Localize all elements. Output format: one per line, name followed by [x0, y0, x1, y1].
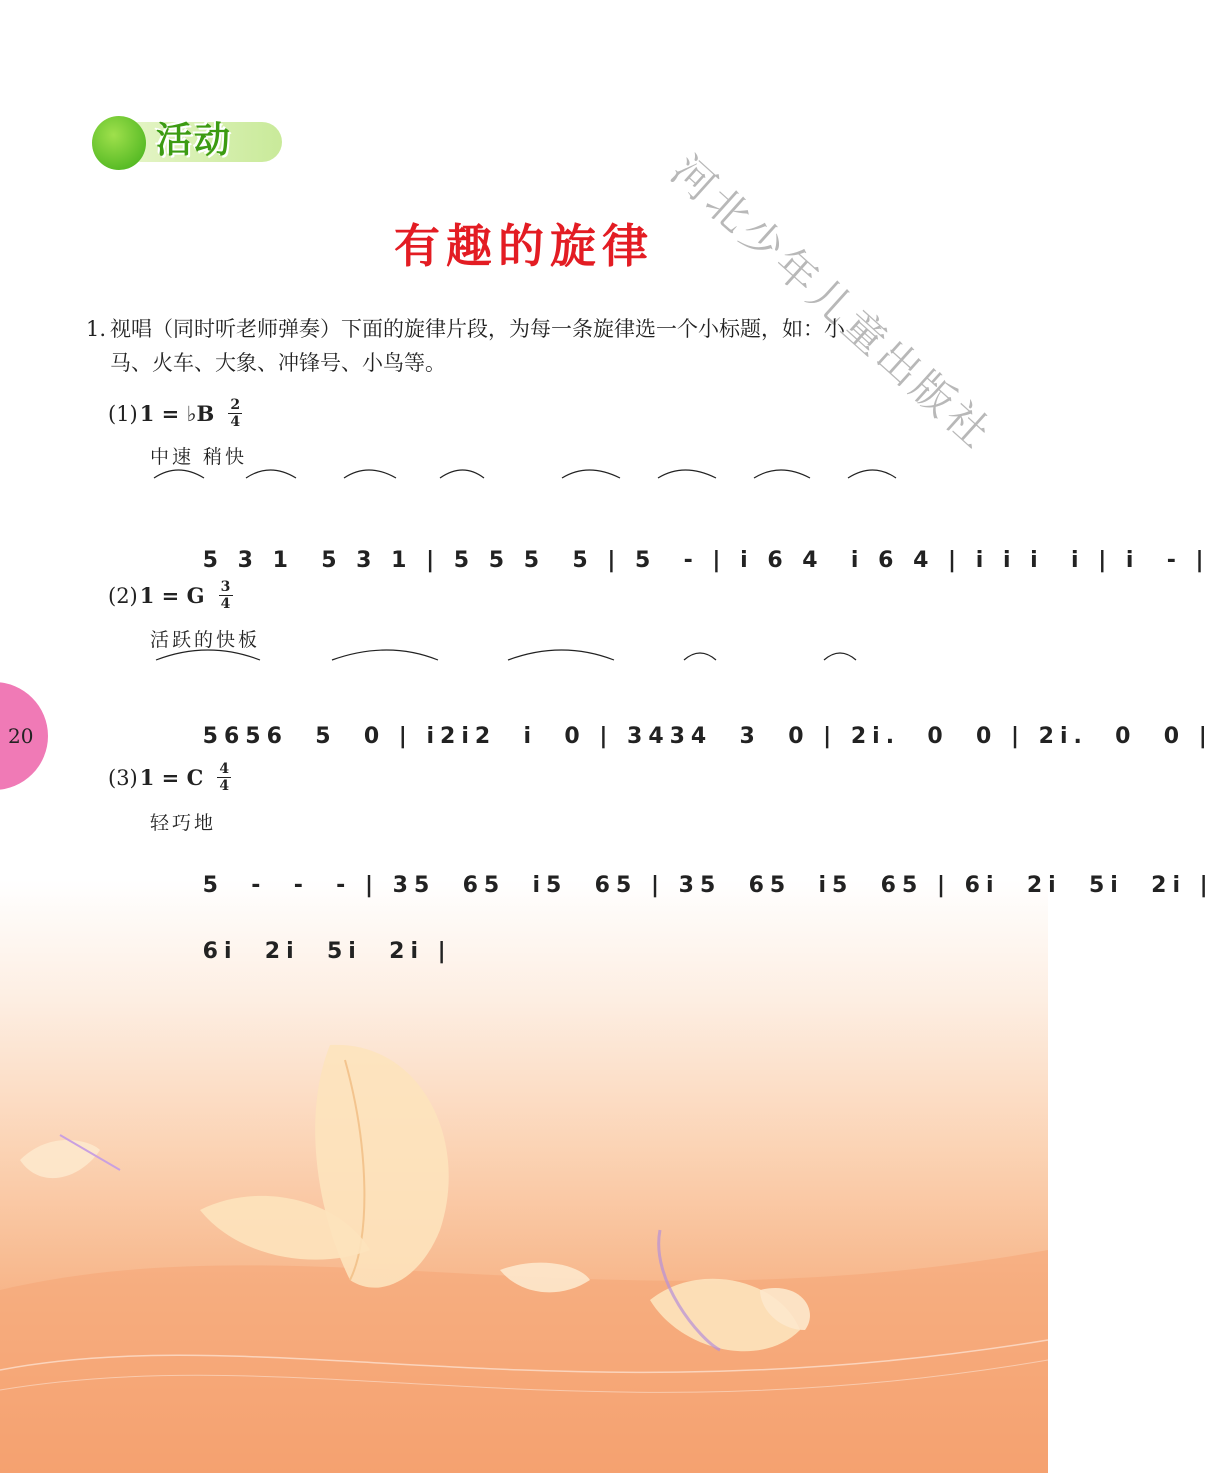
- time-top: 3: [220, 579, 231, 595]
- notation-line: [148, 498, 1210, 573]
- time-bottom: 4: [230, 414, 241, 430]
- green-dot-icon: [92, 116, 146, 170]
- instruction-text: [86, 312, 966, 380]
- notation-text: 5 - - - | 35 65 i5 65 | 35 65 i5 65 | 6i 2i 5i 2i |: [202, 873, 1214, 898]
- example-3-header: [108, 762, 231, 793]
- example-1-header: [108, 398, 242, 429]
- key-signature: 1 = G: [139, 583, 205, 608]
- instruction-line-2: 马、火车、大象、冲锋号、小鸟等。: [110, 351, 446, 375]
- slur-marks: [148, 466, 968, 506]
- example-label: (2): [108, 583, 138, 608]
- tempo-marking: 活跃的快板: [150, 629, 261, 651]
- page-title: 有趣的旋律: [394, 219, 654, 273]
- key-signature: 1 = C: [139, 765, 204, 790]
- slur-marks: [148, 642, 968, 682]
- instruction-line-1: 视唱（同时听老师弹奏）下面的旋律片段，为每一条旋律选一个小标题，如：小: [110, 317, 845, 341]
- time-signature: [219, 580, 233, 611]
- page-number: 20: [8, 724, 34, 748]
- notation-text: 6i 2i 5i 2i |: [202, 939, 452, 964]
- time-bottom: 4: [219, 778, 230, 794]
- section-label: 活动: [156, 120, 233, 161]
- tempo-marking: 中速 稍快: [150, 446, 248, 468]
- instruction-number: 1.: [86, 317, 107, 341]
- notation-line: [148, 674, 1213, 749]
- time-signature: [217, 762, 231, 793]
- example-label: (1): [108, 401, 138, 426]
- activity-section-badge: [92, 108, 292, 168]
- time-top: 4: [219, 761, 230, 777]
- publisher-watermark: 河北少年儿童出版社: [661, 145, 1003, 460]
- tempo-marking: 轻巧地: [150, 812, 217, 834]
- notation-line: [148, 914, 968, 964]
- time-bottom: 4: [220, 596, 231, 612]
- notation-text: 5656 5 0 | i2i2 i 0 | 3434 3 0 | 2i. 0 0 | 2i. 0 0 |: [202, 724, 1213, 749]
- notation-line: [148, 848, 1214, 898]
- notation-text: 5 3 1 5 3 1 | 5 5 5 5 | 5 - | i 6 4 i 6 4 | i i i i | i - |: [202, 548, 1210, 573]
- example-2-header: [108, 580, 233, 611]
- time-signature: [228, 398, 242, 429]
- example-label: (3): [108, 765, 138, 790]
- key-signature: 1 = ♭B: [139, 401, 215, 426]
- time-top: 2: [230, 397, 241, 413]
